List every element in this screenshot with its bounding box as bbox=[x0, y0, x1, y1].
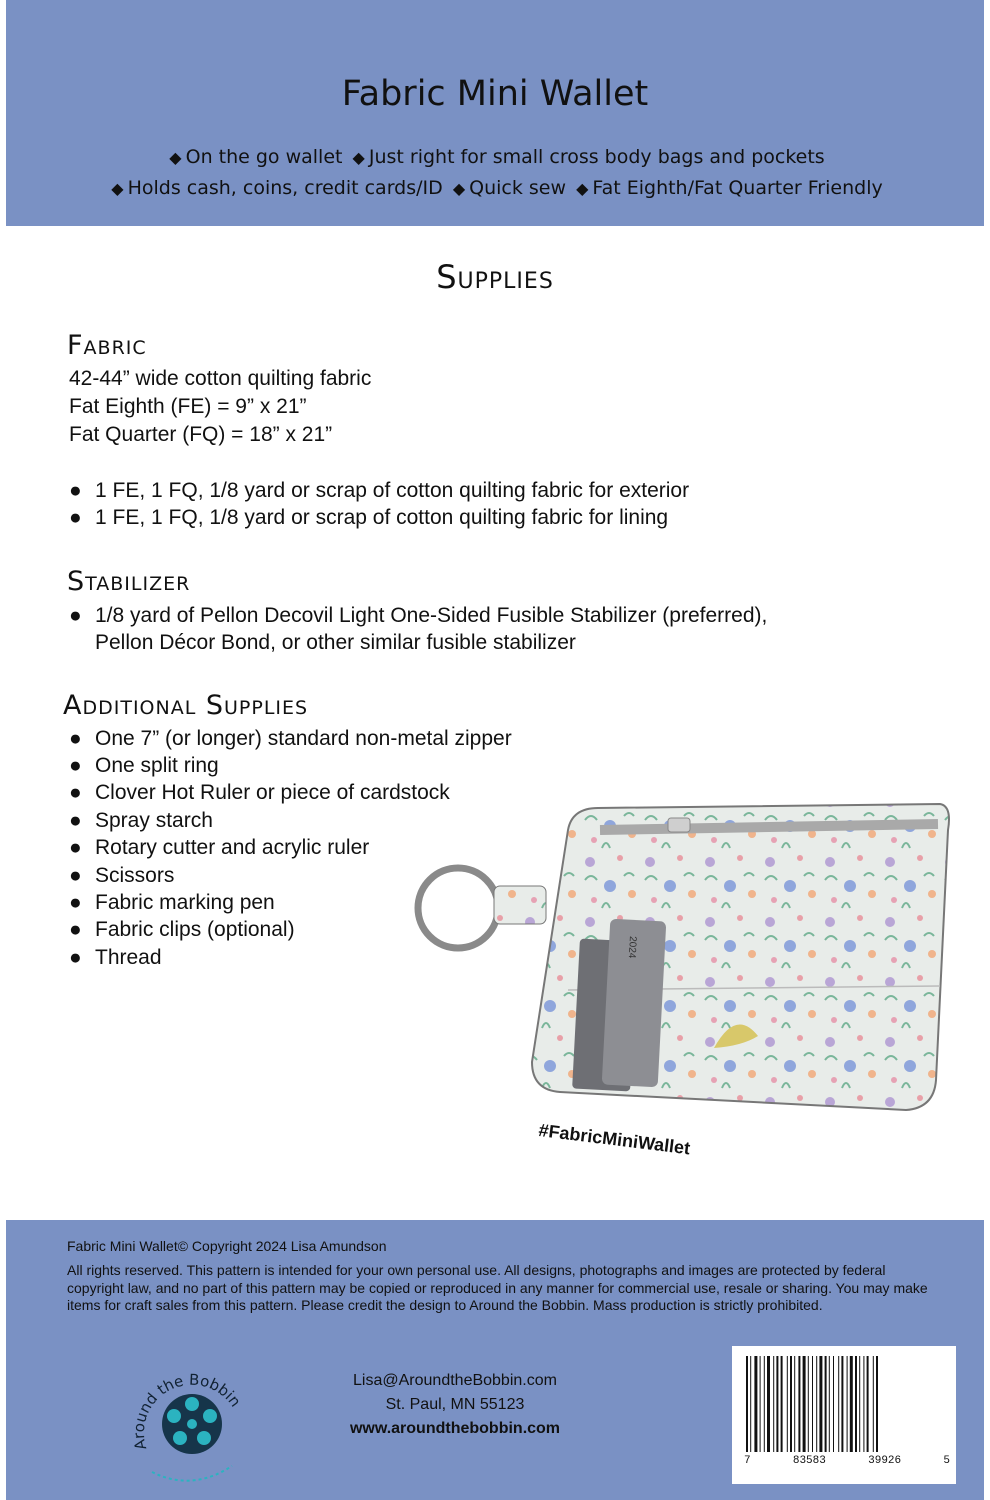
fabric-line: Fat Quarter (FQ) = 18” x 21” bbox=[69, 423, 333, 446]
barcode-bar bbox=[781, 1356, 783, 1452]
feature-row-1 bbox=[0, 146, 990, 168]
barcode bbox=[744, 1356, 950, 1454]
barcode-bar bbox=[833, 1356, 834, 1452]
around-the-bobbin-logo bbox=[122, 1352, 262, 1492]
supply-item: ● Clover Hot Ruler or piece of cardstock bbox=[69, 781, 450, 804]
supply-item: ● One split ring bbox=[69, 754, 219, 777]
barcode-digit-group: 7 bbox=[744, 1455, 751, 1467]
fabric-line: 42-44” wide cotton quilting fabric bbox=[69, 367, 372, 390]
barcode-bar bbox=[787, 1356, 788, 1452]
barcode-bar bbox=[760, 1356, 761, 1452]
barcode-bar bbox=[850, 1356, 853, 1452]
supply-item: ● Fabric marking pen bbox=[69, 891, 275, 914]
barcode-bar bbox=[867, 1356, 869, 1452]
barcode-bar bbox=[855, 1356, 857, 1452]
feature-item: Holds cash, coins, credit cards/ID bbox=[127, 177, 443, 199]
feature-item: Quick sew bbox=[469, 177, 567, 199]
bullet-dot-icon: ● bbox=[69, 754, 82, 777]
diamond-bullet-icon: ◆ bbox=[352, 148, 365, 167]
feature-item: Fat Eighth/Fat Quarter Friendly bbox=[592, 177, 883, 199]
bullet-dot-icon: ● bbox=[69, 891, 82, 914]
key-tab bbox=[494, 886, 546, 924]
bullet-dot-icon: ● bbox=[69, 727, 82, 750]
barcode-bar bbox=[750, 1356, 751, 1452]
bullet-dot-icon: ● bbox=[69, 836, 82, 859]
card-mark: 2024 bbox=[625, 935, 638, 959]
barcode-bar bbox=[859, 1356, 860, 1452]
legal-text: All rights reserved. This pattern is intended for your own personal use. All designs, photographs and images are protected by federal copyright law, and no part of this pattern may be copied or reproduced in any manner for commercial use, resale or sharing. You may make items for craft sales from this pattern. Please credit the design to Around the Bobbin. Mass production is strictly prohibited. bbox=[67, 1262, 928, 1313]
stabilizer-heading: Stabilizer bbox=[67, 566, 191, 597]
supply-item: ● One 7” (or longer) standard non-metal zipper bbox=[69, 727, 512, 750]
bullet-dot-icon: ● bbox=[69, 864, 82, 887]
supply-item: ● Spray starch bbox=[69, 809, 213, 832]
barcode-digit-group: 39926 bbox=[868, 1455, 902, 1467]
split-ring bbox=[418, 868, 498, 948]
diamond-bullet-icon: ◆ bbox=[111, 179, 124, 198]
barcode-bar bbox=[746, 1356, 748, 1452]
barcode-bar bbox=[773, 1356, 774, 1452]
bullet-dot-icon: ● bbox=[69, 604, 82, 627]
barcode-bar bbox=[863, 1356, 864, 1452]
barcode-bar bbox=[841, 1356, 843, 1452]
additional-heading: Additional Supplies bbox=[63, 690, 309, 721]
barcode-bar bbox=[873, 1356, 874, 1452]
barcode-bar bbox=[798, 1356, 800, 1452]
contact-website: www.aroundthebobbin.com bbox=[349, 1420, 561, 1437]
barcode-bar bbox=[790, 1356, 792, 1452]
barcode-bar bbox=[776, 1356, 778, 1452]
diamond-bullet-icon: ◆ bbox=[169, 148, 182, 167]
barcode-digit-group: 83583 bbox=[792, 1455, 826, 1467]
supply-item: ● Thread bbox=[69, 946, 162, 969]
barcode-bar bbox=[838, 1356, 839, 1452]
bullet-dot-icon: ● bbox=[69, 506, 82, 529]
supply-item: ● Rotary cutter and acrylic ruler bbox=[69, 836, 370, 859]
barcode-digit-group: 5 bbox=[943, 1455, 950, 1467]
copyright-line: Fabric Mini Wallet© Copyright 2024 Lisa Amundson bbox=[67, 1238, 387, 1254]
feature-row-2 bbox=[0, 177, 990, 199]
barcode-bar bbox=[829, 1356, 830, 1452]
zipper-pull bbox=[668, 818, 690, 832]
stabilizer-bullet-continued: Pellon Décor Bond, or other similar fusible stabilizer bbox=[95, 631, 576, 654]
page-title: Fabric Mini Wallet bbox=[341, 74, 649, 114]
contact-email: Lisa@AroundtheBobbin.com bbox=[353, 1372, 557, 1389]
barcode-bar bbox=[825, 1356, 827, 1452]
barcode-bar bbox=[803, 1356, 806, 1452]
supplies-title: Supplies bbox=[436, 258, 554, 296]
bullet-dot-icon: ● bbox=[69, 918, 82, 941]
supply-item: ● Fabric clips (optional) bbox=[69, 918, 295, 941]
barcode-bar bbox=[754, 1356, 757, 1452]
feature-item: Just right for small cross body bags and pockets bbox=[368, 146, 825, 168]
wallet-photo bbox=[400, 790, 960, 1120]
fabric-line: Fat Eighth (FE) = 9” x 21” bbox=[69, 395, 307, 418]
barcode-digits bbox=[744, 1455, 950, 1467]
fabric-bullet: ● 1 FE, 1 FQ, 1/8 yard or scrap of cotton quilting fabric for exterior bbox=[69, 479, 690, 502]
diamond-bullet-icon: ◆ bbox=[452, 179, 466, 198]
barcode-bar bbox=[808, 1356, 809, 1452]
hashtag: #FabricMiniWallet bbox=[537, 1120, 692, 1159]
stabilizer-bullet: ● 1/8 yard of Pellon Decovil Light One-Sided Fusible Stabilizer (preferred), bbox=[69, 604, 768, 627]
bullet-dot-icon: ● bbox=[69, 809, 82, 832]
barcode-bar bbox=[767, 1356, 770, 1452]
fabric-bullet: ● 1 FE, 1 FQ, 1/8 yard or scrap of cotton quilting fabric for lining bbox=[69, 506, 669, 529]
barcode-bar bbox=[847, 1356, 848, 1452]
barcode-bar bbox=[819, 1356, 822, 1452]
logo-text: Around the Bobbin bbox=[129, 1370, 245, 1452]
bullet-dot-icon: ● bbox=[69, 946, 82, 969]
barcode-bar bbox=[764, 1356, 765, 1452]
bullet-dot-icon: ● bbox=[69, 781, 82, 804]
fabric-heading: Fabric bbox=[67, 330, 147, 361]
bullet-dot-icon: ● bbox=[69, 479, 82, 502]
barcode-bar bbox=[876, 1356, 878, 1452]
supply-item: ● Scissors bbox=[69, 864, 175, 887]
barcode-bar bbox=[816, 1356, 817, 1452]
diamond-bullet-icon: ◆ bbox=[576, 179, 589, 198]
barcode-bar bbox=[812, 1356, 813, 1452]
barcode-bar bbox=[794, 1356, 795, 1452]
contact-city: St. Paul, MN 55123 bbox=[385, 1396, 525, 1413]
feature-item: On the go wallet bbox=[185, 146, 343, 168]
zipper bbox=[600, 824, 938, 830]
